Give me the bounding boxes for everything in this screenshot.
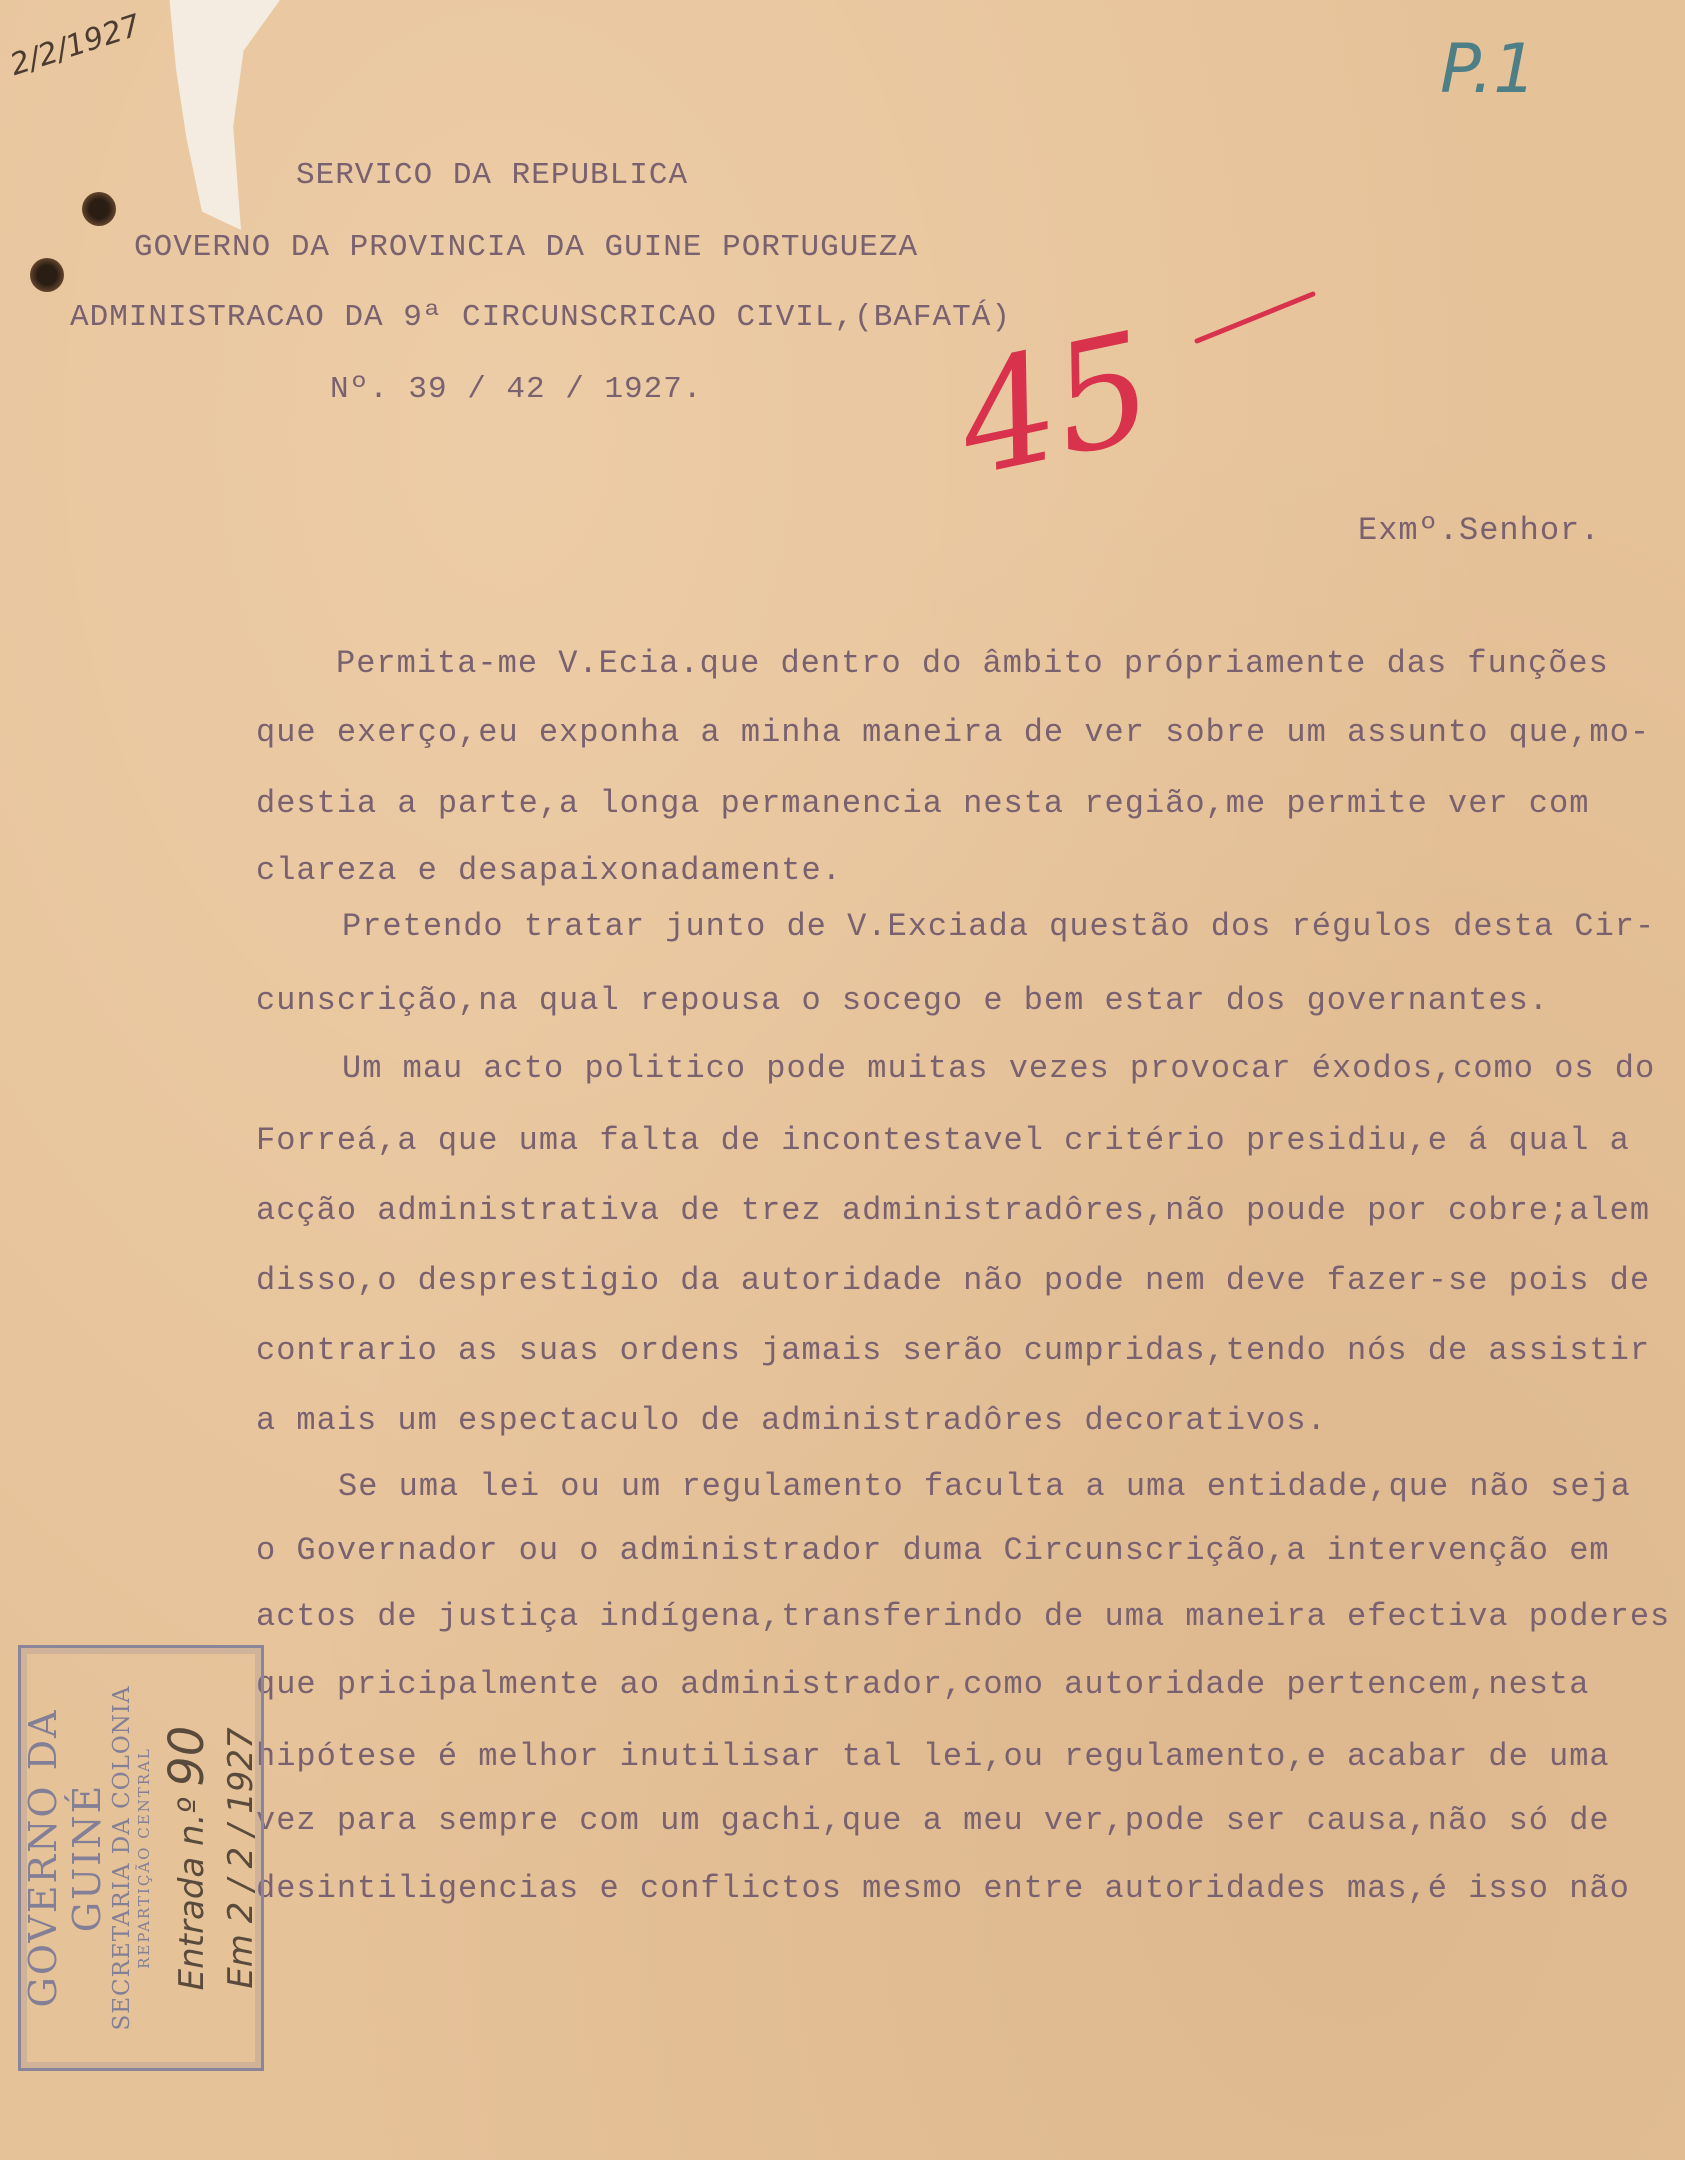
registry-stamp <box>18 1645 264 2071</box>
stamp-entry-date: Em 2 / 2 / 1927 <box>221 1727 261 1989</box>
stamp-entry-number: 90 <box>159 1725 215 1787</box>
body-line: Um mau acto politico pode muitas vezes provocar éxodos,como os do <box>342 1050 1656 1087</box>
body-line: actos de justiça indígena,transferindo de uma maneira efectiva poderes <box>256 1598 1671 1635</box>
body-line: Permita-me V.Ecia.que dentro do âmbito própriamente das funções <box>336 645 1609 682</box>
body-line: Se uma lei ou um regulamento faculta a uma entidade,que não seja <box>338 1468 1631 1505</box>
body-line: o Governador ou o administrador duma Circunscrição,a intervenção em <box>256 1532 1610 1569</box>
body-line: clareza e desapaixonadamente. <box>256 852 842 889</box>
torn-corner <box>150 0 280 230</box>
stamp-department: REPARTIÇÃO CENTRAL <box>135 1747 153 1969</box>
body-line: que pricipalmente ao administrador,como autoridade pertencem,nesta <box>256 1666 1590 1703</box>
stamp-entry-label: Entrada n.º <box>172 1797 212 1991</box>
red-annotation-stroke <box>1194 291 1316 344</box>
binder-hole-top <box>82 192 116 226</box>
reference-number: Nº. 39 / 42 / 1927. <box>330 372 703 407</box>
body-line: acção administrativa de trez administradôres,não poude por cobre;alem <box>256 1192 1651 1229</box>
body-line: a mais um espectaculo de administradôres decorativos. <box>256 1402 1327 1439</box>
pencil-corner-note: 2/2/1927 <box>5 8 145 83</box>
body-line: vez para sempre com um gachi,que a meu ver,pode ser causa,não só de <box>256 1802 1610 1839</box>
body-line: que exerço,eu exponha a minha maneira de ver sobre um assunto que,mo- <box>256 714 1651 751</box>
body-line: hipótese é melhor inutilisar tal lei,ou regulamento,e acabar de uma <box>256 1738 1610 1775</box>
pencil-page-mark: P.1 <box>1440 30 1537 109</box>
body-line: desintiligencias e conflictos mesmo entre autoridades mas,é isso não <box>256 1870 1630 1907</box>
stamp-government: GOVERNO DA GUINÉ <box>21 1708 109 2008</box>
header-line-administration: ADMINISTRACAO DA 9ª CIRCUNSCRICAO CIVIL,(BAFATÁ) <box>70 300 1011 335</box>
body-line: disso,o desprestigio da autoridade não pode nem deve fazer-se pois de <box>256 1262 1651 1299</box>
salutation: Exmº.Senhor. <box>1358 512 1601 549</box>
header-line-government: GOVERNO DA PROVINCIA DA GUINE PORTUGUEZA <box>134 230 919 265</box>
body-line: cunscrição,na qual repousa o socego e bem estar dos governantes. <box>256 982 1549 1019</box>
body-line: destia a parte,a longa permanencia nesta região,me permite ver com <box>256 785 1590 822</box>
body-line: Forreá,a que uma falta de incontestavel critério presidiu,e á qual a <box>256 1122 1630 1159</box>
stamp-secretariat: SECRETARIA DA COLONIA <box>109 1685 135 2031</box>
header-line-republic: SERVICO DA REPUBLICA <box>296 158 689 193</box>
body-line: contrario as suas ordens jamais serão cumpridas,tendo nós de assistir <box>256 1332 1651 1369</box>
binder-hole-bottom <box>30 258 64 292</box>
red-annotation-number: 45 <box>943 300 1167 510</box>
body-line: Pretendo tratar junto de V.Exciada questão dos régulos desta Cir- <box>342 908 1656 945</box>
